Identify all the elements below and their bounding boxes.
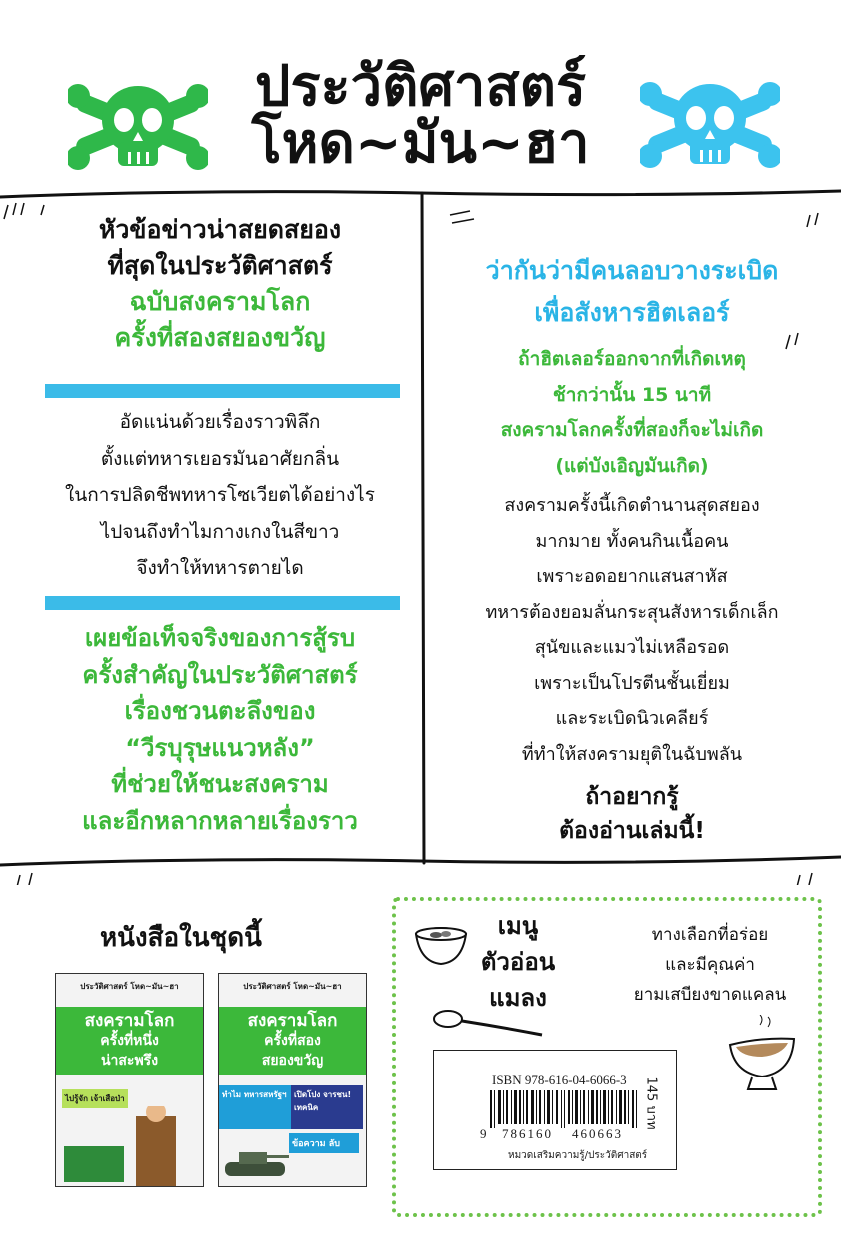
menu-description-line: ทางเลือกที่อร่อย [651, 925, 769, 945]
price-label: 145 บาท [643, 1076, 659, 1130]
right-blue-headline [432, 250, 832, 334]
menu-description-line: ยามเสบียงขาดแคลน [633, 985, 787, 1005]
isbn-text: ISBN 978-616-04-6066-3 [492, 1072, 627, 1087]
left-headline-line: ที่สุดในประวัติศาสตร์ [107, 251, 333, 280]
right-green-line: สงครามโลกครั้งที่สองก็จะไม่เกิด [500, 419, 764, 441]
book-title [219, 1007, 366, 1075]
menu-name-line: เมนู [497, 912, 539, 940]
right-blue-line: เพื่อสังหารฮิตเลอร์ [534, 298, 730, 327]
barcode-digits: 786160 [502, 1126, 553, 1141]
category-label: หมวดเสริมความรู้/ประวัติศาสตร์ [508, 1150, 648, 1161]
left-green-line: “วีรบุรุษแนวหลัง” [125, 733, 315, 762]
right-body-line: เพราะเป็นโปรตีนชั้นเยี่ยม [534, 672, 730, 694]
spoon-icon [430, 1005, 550, 1041]
book-title-line: สยองขวัญ [261, 1053, 324, 1069]
book-cover-2[interactable] [218, 973, 367, 1187]
book-title-line2: โหด~มัน~ฮา [251, 111, 590, 176]
book-note: เปิดโปง จารชน! เทคนิค [291, 1085, 363, 1129]
barcode-digits: 460663 [572, 1126, 623, 1141]
left-body-line: อัดแน่นด้วยเรื่องราวพิลึก [119, 411, 321, 433]
book-note: ทำไม ทหารสหรัฐฯ [219, 1085, 291, 1129]
book-series-title: ประวัติศาสตร์ โหด~มัน~ฮา [243, 982, 342, 991]
left-body-line: ตั้งแต่ทหารเยอรมันอาศัยกลิ่น [100, 447, 340, 470]
book-title [56, 1007, 203, 1075]
right-green-line: ถ้าฮิตเลอร์ออกจากที่เกิดเหตุ [518, 348, 746, 370]
left-body-line: จึงทำให้ทหารตายได [136, 557, 304, 579]
closing-line: ต้องอ่านเล่มนี้! [559, 818, 705, 844]
book-note: ข้อความ ลับ [289, 1133, 359, 1153]
barcode [490, 1090, 640, 1128]
header [0, 0, 841, 190]
left-green-line: ครั้งสำคัญในประวัติศาสตร์ [82, 660, 358, 689]
closing-line: ถ้าอยากรู้ [585, 784, 679, 810]
left-column [30, 212, 410, 356]
right-body-line: มากมาย ทั้งคนกินเนื้อคน [535, 530, 729, 552]
tank-illustration [221, 1142, 291, 1182]
left-green-headline-line: ฉบับสงครามโลก [129, 287, 311, 316]
left-green-headline-line: ครั้งที่สองสยองขวัญ [114, 323, 326, 352]
right-body [432, 488, 832, 772]
barcode-digit: 9 [480, 1126, 487, 1141]
menu-name [458, 908, 578, 1016]
book-title-line: สงครามโลก [247, 1011, 338, 1031]
left-body [15, 404, 425, 587]
left-body-line: ในการปลิดชีพทหารโซเวียตได้อย่างไร [65, 484, 375, 506]
right-blue-line: ว่ากันว่ามีคนลอบวางระเบิด [485, 256, 779, 285]
right-body-line: สุนัขและแมวไม่เหลือรอด [534, 637, 730, 658]
right-body-line: ทหารต้องยอมลั่นกระสุนสังหารเด็กเล็ก [485, 601, 779, 623]
book-cover-1[interactable] [55, 973, 204, 1187]
book-title-line1: ประวัติศาสตร์ [254, 54, 587, 119]
gravy-boat-icon [722, 1015, 802, 1095]
right-body-line: และระเบิดนิวเคลียร์ [555, 708, 709, 729]
right-body-line: ที่ทำให้สงครามยุติในฉับพลัน [521, 743, 743, 765]
right-closing [432, 780, 832, 848]
left-headline-line: หัวข้อข่าวน่าสยดสยอง [98, 215, 342, 244]
left-green-line: เรื่องชวนตะลึงของ [124, 697, 316, 725]
left-green-line: และอีกหลากหลายเรื่องราว [82, 806, 358, 835]
book-series-title: ประวัติศาสตร์ โหด~มัน~ฮา [80, 982, 179, 991]
menu-name-line: ตัวอ่อน [480, 948, 556, 976]
left-green-line: ที่ช่วยให้ชนะสงคราม [111, 770, 329, 798]
menu-name-line: แมลง [489, 984, 547, 1012]
left-green-line: เผยข้อเท็จจริงของการสู้รบ [84, 624, 356, 652]
book-title-line: สงครามโลก [84, 1011, 175, 1031]
menu-description-line: และมีคุณค่า [665, 955, 755, 975]
right-green-lines [432, 342, 832, 484]
series-heading: หนังสือในชุดนี้ [100, 923, 262, 953]
soldier-illustration [56, 1106, 203, 1186]
right-green-line: (แต่บังเอิญมันเกิด) [555, 454, 709, 477]
right-green-line: ช้ากว่านั้น 15 นาที [552, 383, 712, 406]
blue-divider [45, 596, 400, 610]
right-body-line: เพราะอดอยากแสนสาหัส [536, 566, 728, 587]
book-title-line: ครั้งที่หนึ่ง [100, 1033, 159, 1049]
left-body-line: ไปจนถึงทำไมกางเกงในสีขาว [100, 520, 340, 543]
book-title-line: น่าสะพรึง [100, 1053, 159, 1069]
menu-description [610, 920, 810, 1010]
blue-divider [45, 384, 400, 398]
right-body-line: สงครามครั้งนี้เกิดตำนานสุดสยอง [504, 495, 760, 516]
book-note: ไปรู้จัก เจ้าเสือป่า [62, 1089, 128, 1108]
left-green-block [15, 620, 425, 839]
book-title-line: ครั้งที่สอง [264, 1033, 321, 1049]
